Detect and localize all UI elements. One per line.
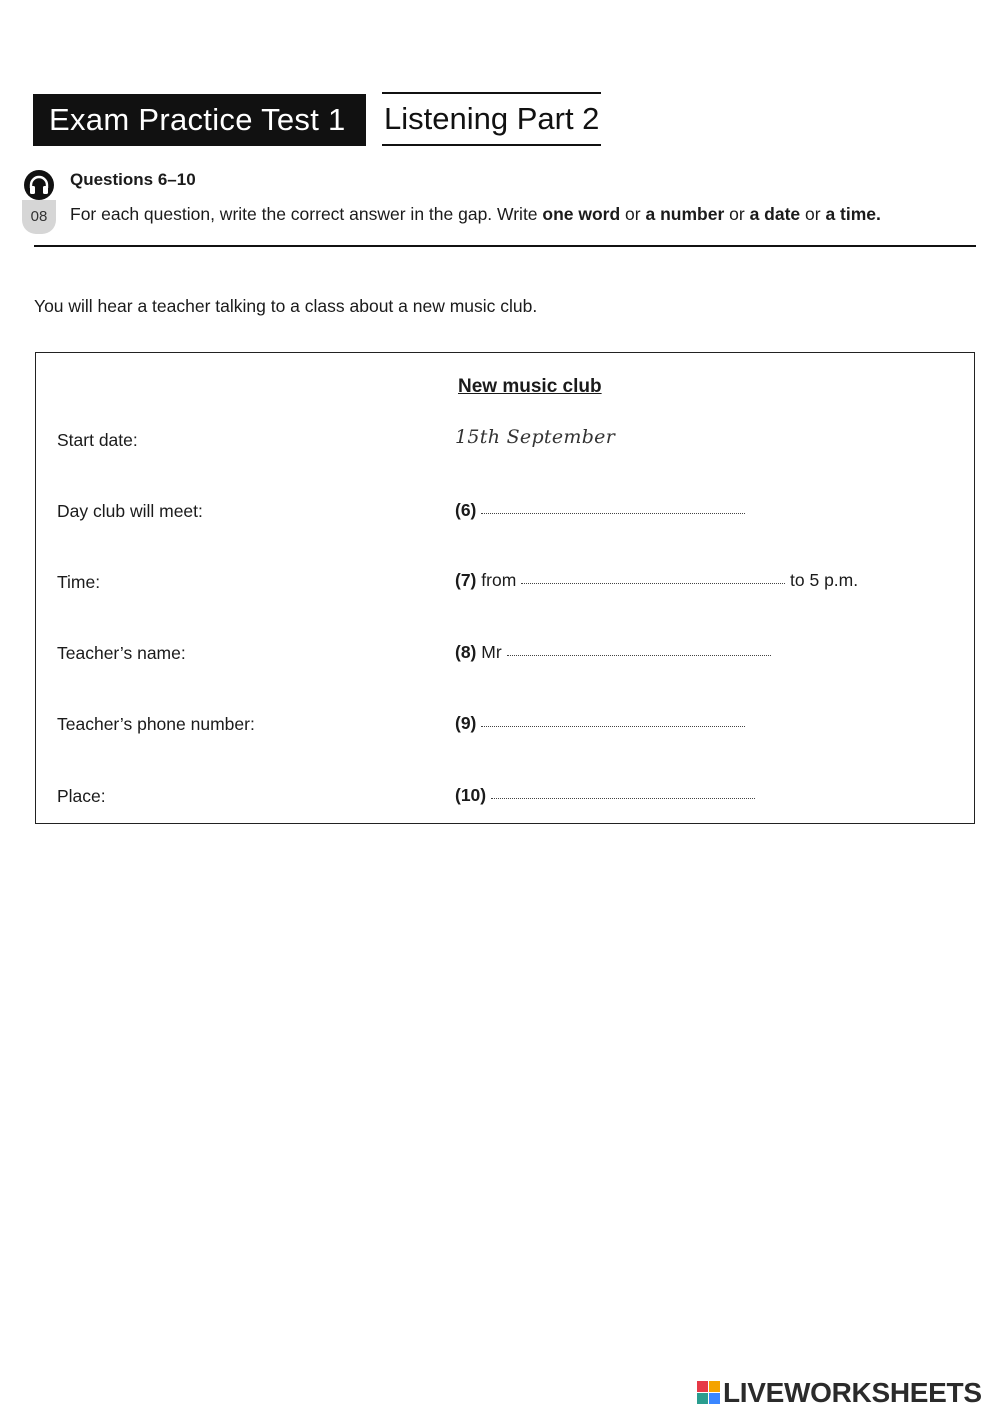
headphones-icon [24, 170, 54, 200]
part-title: Listening Part 2 [382, 92, 601, 146]
gap-7-input[interactable] [521, 582, 785, 584]
test-title: Exam Practice Test 1 [33, 94, 366, 146]
form-title: New music club [458, 376, 602, 397]
intro-text: You will hear a teacher talking to a class about a new music club. [34, 296, 538, 316]
gap-8-input[interactable] [507, 654, 771, 656]
label-time: Time: [57, 572, 101, 592]
gap-6-input[interactable] [481, 512, 745, 514]
label-teacher-name: Teacher’s name: [57, 643, 186, 663]
answer-8: (8) Mr [455, 642, 771, 663]
gap-9-input[interactable] [481, 725, 745, 727]
gap-10-input[interactable] [491, 797, 755, 799]
answer-7: (7) from to 5 p.m. [455, 570, 859, 590]
divider [34, 245, 976, 247]
instructions: For each question, write the correct answer in the gap. Write one word or a number or a date or a time. [70, 204, 881, 224]
questions-heading: Questions 6–10 [70, 170, 196, 189]
label-phone: Teacher’s phone number: [57, 714, 255, 734]
start-date-value: 15th September [455, 426, 616, 448]
answer-9: (9) [455, 713, 745, 734]
logo-mark-icon [697, 1381, 721, 1405]
answer-10: (10) [455, 785, 755, 806]
label-place: Place: [57, 786, 106, 806]
logo-text: LIVEWORKSHEETS [723, 1377, 982, 1408]
answer-6: (6) [455, 500, 745, 521]
label-day: Day club will meet: [57, 501, 203, 521]
audio-track-badge[interactable] [22, 170, 56, 236]
track-number: 08 [22, 200, 56, 234]
label-start-date: Start date: [57, 430, 138, 450]
